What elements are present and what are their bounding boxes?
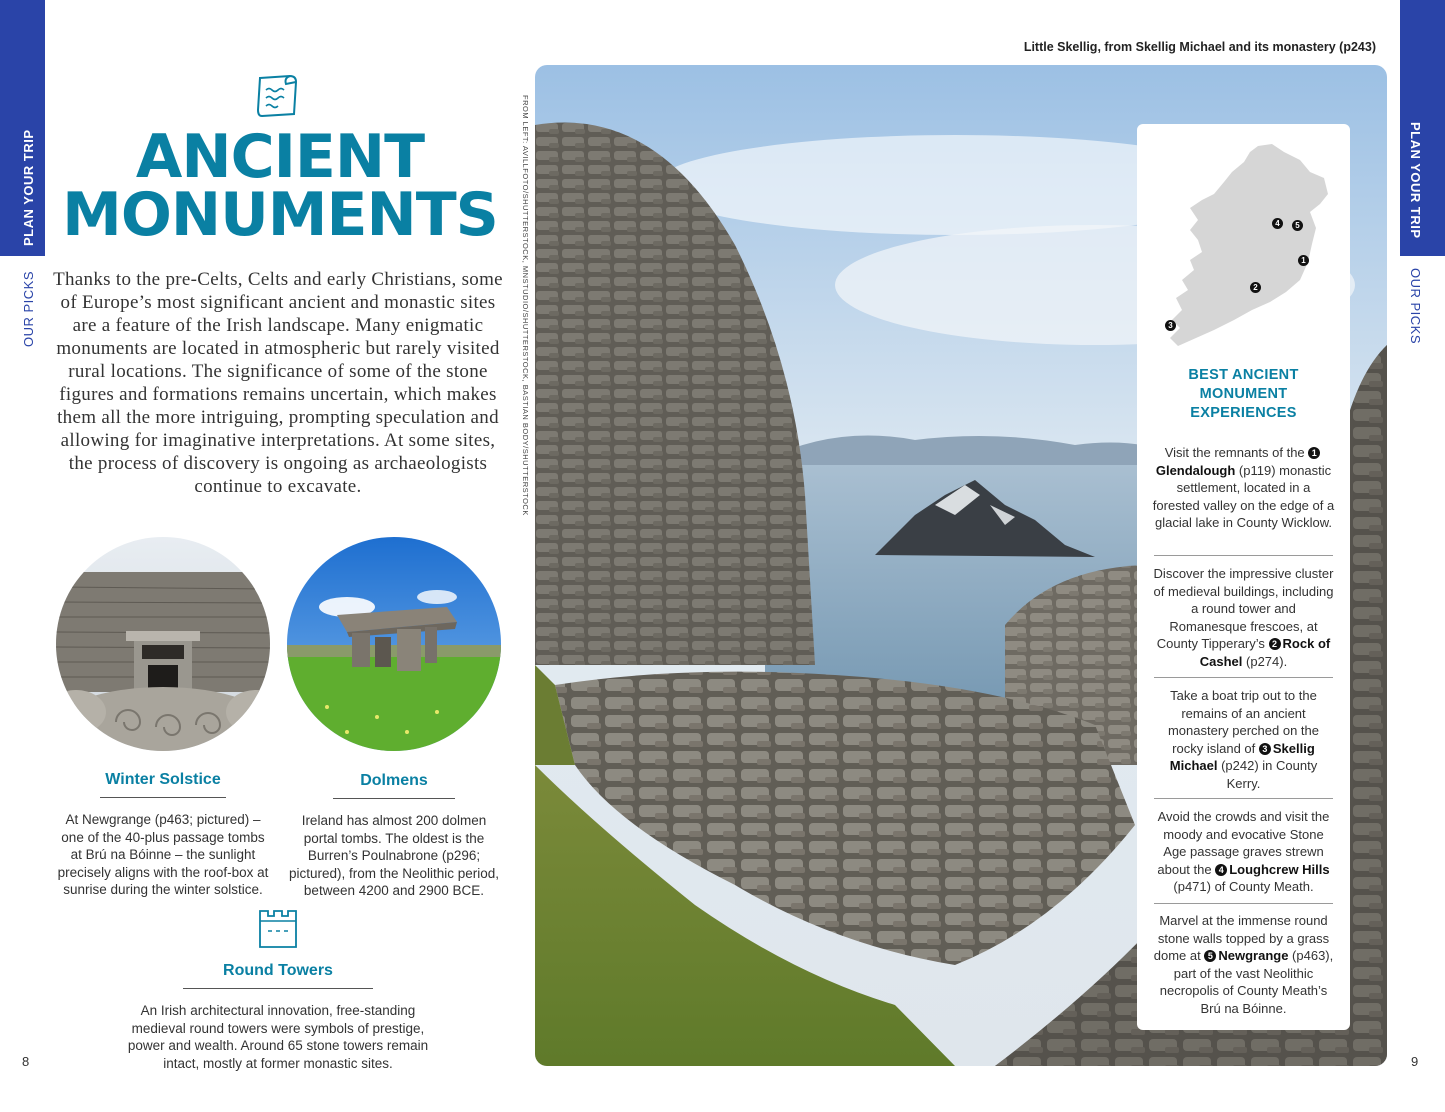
- experience-place: Loughcrew Hills: [1229, 861, 1330, 877]
- map-marker-4: 4: [1272, 218, 1283, 229]
- experience-text: Discover the impressive cluster of medieval buildings, including a round tower and Romanesque frescoes, at County Tipperary’s: [1153, 566, 1334, 651]
- number-marker: 4: [1215, 864, 1227, 876]
- panel-title: [1137, 366, 1350, 423]
- page-number-left: 8: [22, 1054, 30, 1069]
- experience-text: Visit the remnants of the: [1164, 445, 1305, 460]
- feature-title-winter-solstice: Winter Solstice: [105, 771, 221, 788]
- photo-credit: FROM LEFT: AVILLFOTO/SHUTTERSTOCK, MNSTUDIO/SHUTTERSTOCK, BASTIAN BODY/SHUTTERSTOCK: [521, 95, 530, 516]
- experience-item: [1152, 565, 1335, 670]
- experience-item: [1152, 687, 1335, 792]
- number-marker: 1: [1308, 447, 1320, 459]
- experience-text: Marvel at the immense round stone walls topped by a grass dome at: [1153, 913, 1330, 963]
- experience-text: (p471) of County Meath.: [1173, 879, 1314, 894]
- experience-place: Newgrange: [1218, 948, 1289, 963]
- page-number-right: 9: [1411, 1054, 1419, 1069]
- divider: [1154, 555, 1333, 556]
- scroll-icon: [254, 70, 302, 120]
- divider: [1154, 903, 1333, 904]
- dolmen-photo: [287, 537, 501, 751]
- feature-title-dolmens: Dolmens: [360, 772, 428, 789]
- intro-paragraph: Thanks to the pre-Celts, Celts and early Christians, some of Europe’s most significant ancient and monastic sites are a feature of the Irish landscape. Many enigmatic monuments are located in atmospheric but rarely visited rural locations. The significance of some of the stone figures and formations remains uncertain, which makes them all the more intriguing, prompting speculation and allowing for imaginative interpretations. At some sites, the process of discovery is ongoing as archaeologists continue to excavate.: [53, 269, 503, 497]
- page-title: [55, 122, 505, 250]
- left-tab-label: PLAN YOUR TRIP: [21, 129, 36, 246]
- experience-text: (p119) monastic settlement, located in a forested valley on the edge of a glacial lake in County Wicklow.: [1152, 462, 1335, 530]
- left-sub-label: OUR PICKS: [21, 270, 36, 347]
- newgrange-photo: [56, 537, 270, 751]
- ireland-map: [1160, 142, 1330, 350]
- title-line-1: ANCIENT: [135, 122, 425, 192]
- experience-place: Skellig Michael: [1169, 740, 1315, 773]
- divider: [100, 797, 226, 798]
- map-marker-5: 5: [1292, 220, 1303, 231]
- experience-item: [1152, 444, 1335, 532]
- panel-title-line-3: EXPERIENCES: [1190, 405, 1297, 421]
- experience-text: (p242) in County Kerry.: [1217, 758, 1318, 791]
- divider: [1154, 677, 1333, 678]
- experience-place: Rock of Cashel: [1199, 636, 1331, 669]
- experience-text: Avoid the crowds and visit the moody and evocative Stone Age passage graves strewn about the: [1157, 809, 1330, 877]
- right-tab-label: PLAN YOUR TRIP: [1408, 122, 1423, 239]
- feature-body-dolmens: Ireland has almost 200 dolmen portal tombs. The oldest is the Burren’s Poulnabrone (p296; pictured), from the Neolithic period, between 4200 and 2900 BCE.: [288, 813, 500, 898]
- number-marker: 5: [1204, 950, 1216, 962]
- divider: [333, 798, 455, 799]
- title-line-2: MONUMENTS: [62, 180, 498, 250]
- map-marker-2: 2: [1250, 282, 1261, 293]
- map-marker-3: 3: [1165, 320, 1176, 331]
- panel-title-line-1: BEST ANCIENT: [1188, 367, 1299, 383]
- feature-title-round-towers: Round Towers: [223, 962, 333, 979]
- experience-text: Take a boat trip out to the remains of an ancient monastery perched on the rocky island of: [1167, 688, 1320, 756]
- number-marker: 2: [1269, 638, 1281, 650]
- experience-item: [1152, 912, 1335, 1017]
- experience-text: (p274).: [1242, 653, 1288, 669]
- divider: [1154, 798, 1333, 799]
- map-marker-1: 1: [1298, 255, 1309, 266]
- experience-text: (p463), part of the vast Neolithic necropolis of County Meath’s Brú na Bóinne.: [1159, 948, 1334, 1016]
- feature-body-winter-solstice: At Newgrange (p463; pictured) – one of the 40-plus passage tombs at Brú na Bóinne – the sunlight precisely aligns with the roof-box at sunrise during the winter solstice.: [57, 812, 269, 897]
- experience-item: [1152, 808, 1335, 896]
- photo-caption: Little Skellig, from Skellig Michael and its monastery (p243): [1023, 40, 1376, 54]
- divider: [183, 988, 373, 989]
- experience-place: Glendalough: [1155, 462, 1236, 478]
- round-tower-icon: [258, 909, 298, 949]
- right-sub-label: OUR PICKS: [1408, 268, 1423, 345]
- number-marker: 3: [1259, 743, 1271, 755]
- panel-title-line-2: MONUMENT: [1199, 386, 1288, 402]
- feature-body-round-towers: An Irish architectural innovation, free-standing medieval round towers were symbols of prestige, power and wealth. Around 65 stone towers remain intact, mostly at former monastic sites.: [127, 1003, 429, 1071]
